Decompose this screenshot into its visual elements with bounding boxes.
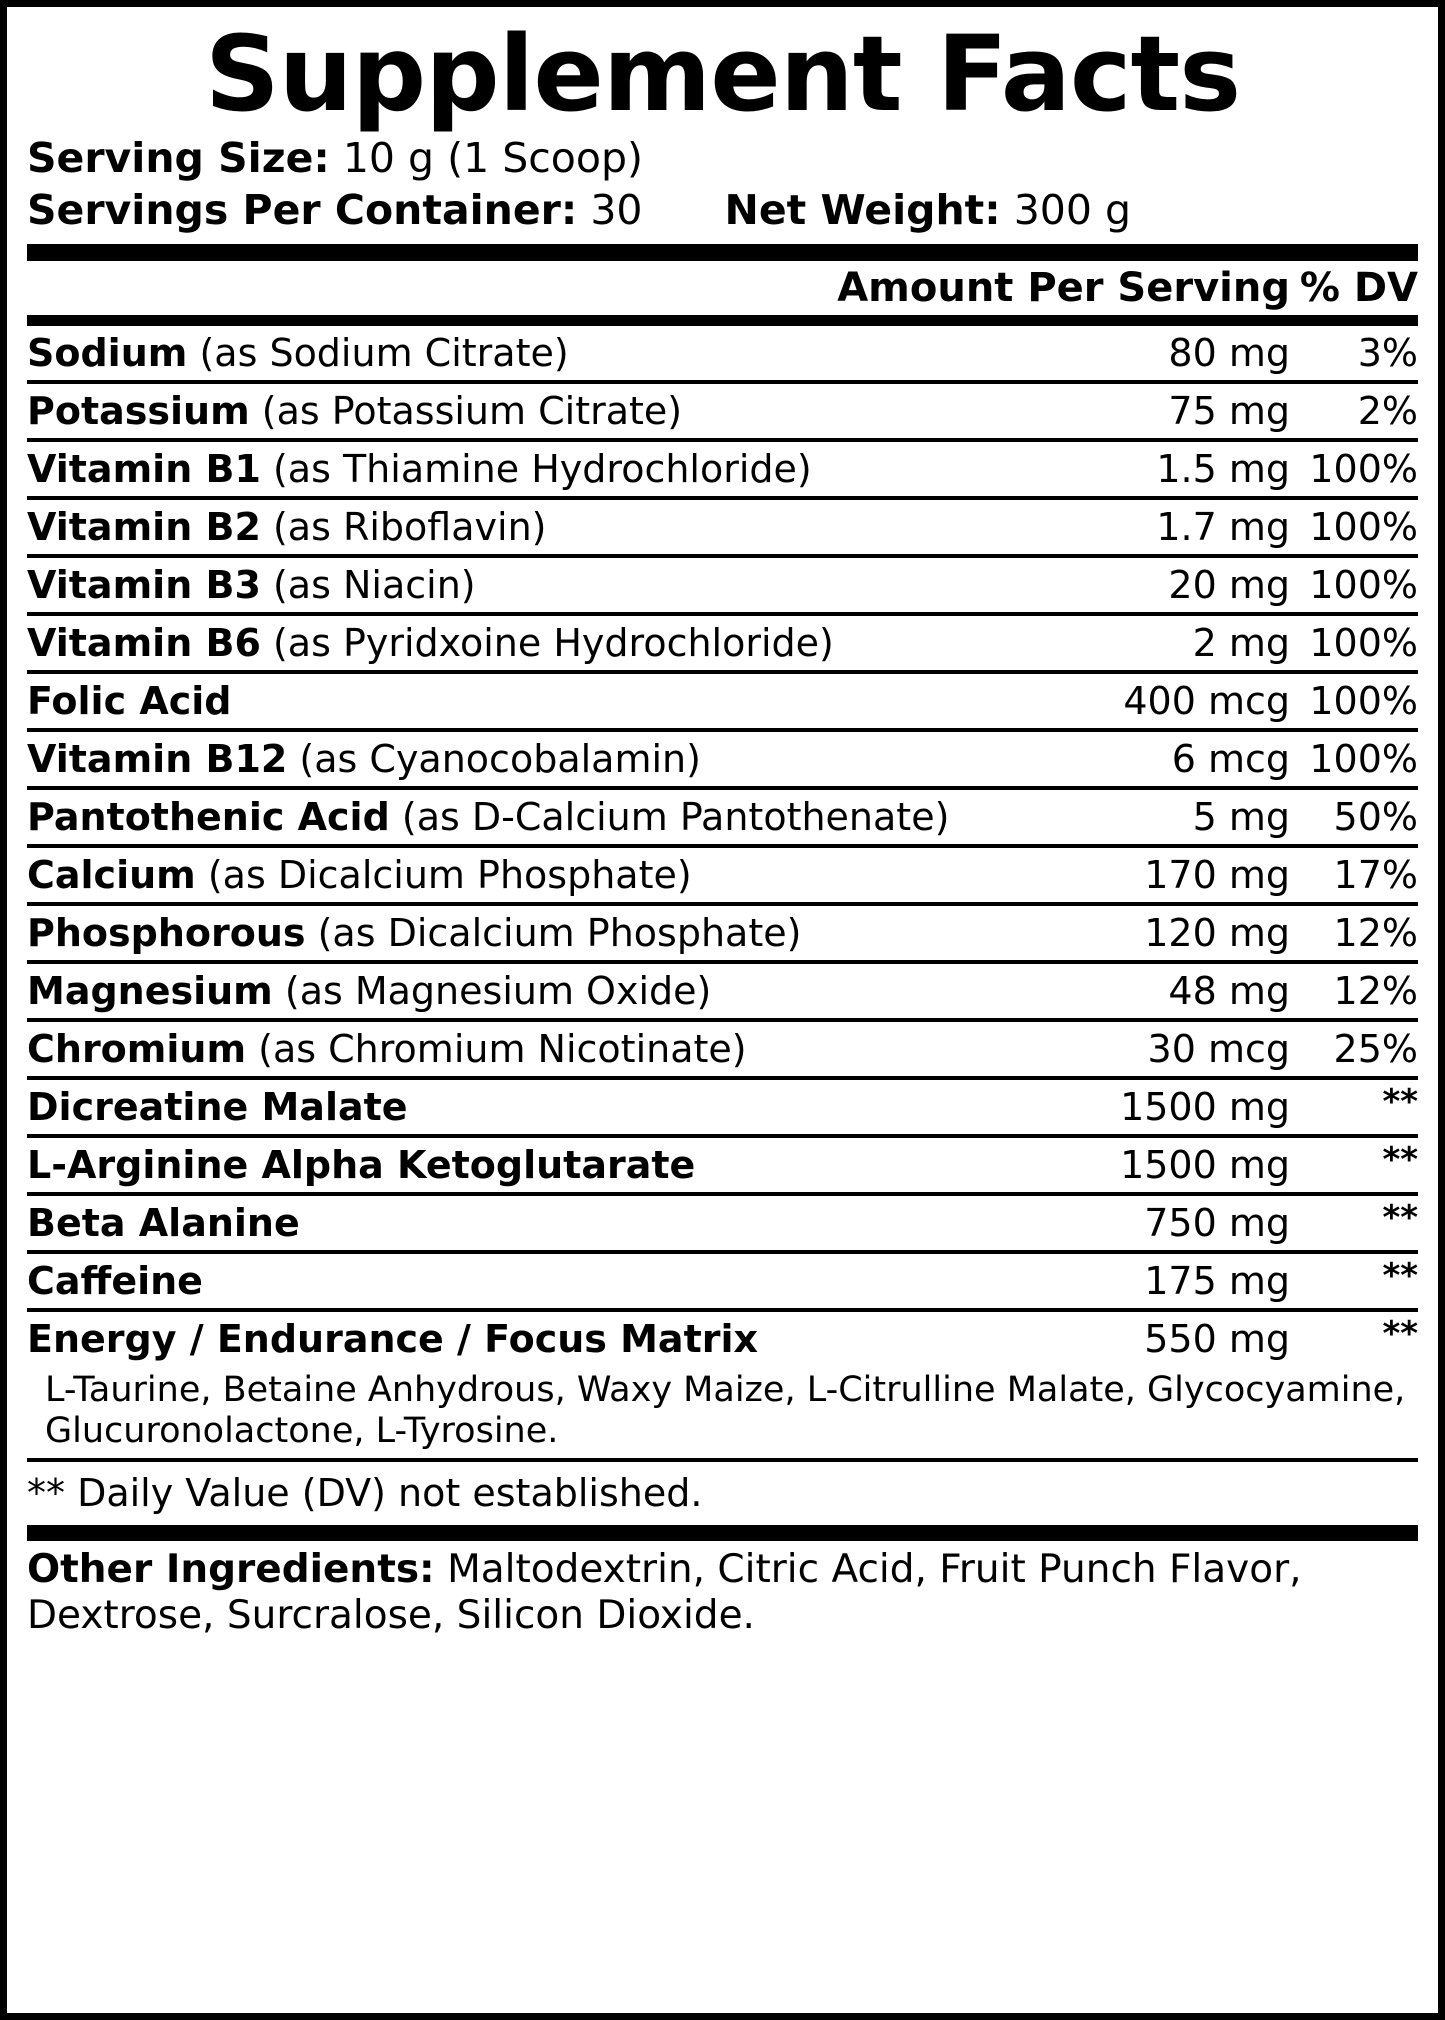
nutrient-dv: **: [1290, 1252, 1418, 1310]
table-row: [27, 498, 1418, 556]
nutrient-name: Folic Acid: [27, 672, 1075, 730]
table-row: [27, 1252, 1418, 1310]
matrix-name: Energy / Endurance / Focus Matrix: [27, 1317, 759, 1362]
table-row: [27, 788, 1418, 846]
amount-per-serving-header: Amount Per Serving: [837, 265, 1290, 312]
nutrient-name: Vitamin B6 (as Pyridxoine Hydrochloride): [27, 614, 1075, 672]
table-row: [27, 1020, 1418, 1078]
table-row: [27, 904, 1418, 962]
nutrient-amount: 1500 mg: [1075, 1136, 1290, 1194]
other-ingredients: [27, 1547, 1418, 1639]
nutrient-dv: **: [1290, 1194, 1418, 1252]
nutrient-amount: 48 mg: [1075, 962, 1290, 1020]
nutrient-name: Dicreatine Malate: [27, 1078, 1075, 1136]
nutrient-name: Pantothenic Acid (as D-Calcium Pantothenate): [27, 788, 1075, 846]
nutrient-dv: 100%: [1290, 614, 1418, 672]
page-title: Supplement Facts: [204, 13, 1241, 135]
nutrient-dv: 100%: [1290, 498, 1418, 556]
nutrient-dv: 12%: [1290, 904, 1418, 962]
table-row: [27, 1194, 1418, 1252]
nutrient-dv: 100%: [1290, 556, 1418, 614]
nutrient-name: Phosphorous (as Dicalcium Phosphate): [27, 904, 1075, 962]
servings-per-container-label: Servings Per Container:: [27, 185, 578, 234]
divider-medium: [27, 315, 1418, 326]
nutrient-dv: **: [1290, 1136, 1418, 1194]
table-row: [27, 382, 1418, 440]
nutrient-dv: 2%: [1290, 382, 1418, 440]
serving-size-line: [27, 133, 1418, 185]
nutrient-name: Potassium (as Potassium Citrate): [27, 382, 1075, 440]
nutrient-name: Beta Alanine: [27, 1194, 1075, 1252]
nutrient-name: Calcium (as Dicalcium Phosphate): [27, 846, 1075, 904]
matrix-ingredients: L-Taurine, Betaine Anhydrous, Waxy Maize, L-Citrulline Malate, Glycocyamine, Glucuronolactone, L-Tyrosine.: [27, 1366, 1418, 1462]
matrix-amount: 550 mg: [1144, 1317, 1290, 1362]
serving-size-value: 10 g (1 Scoop): [342, 134, 643, 183]
nutrient-amount: 175 mg: [1075, 1252, 1290, 1310]
table-row: [27, 672, 1418, 730]
nutrient-name: Vitamin B3 (as Niacin): [27, 556, 1075, 614]
table-row: [27, 1136, 1418, 1194]
daily-value-note: ** Daily Value (DV) not established.: [27, 1471, 703, 1516]
nutrient-name: Vitamin B1 (as Thiamine Hydrochloride): [27, 440, 1075, 498]
nutrient-amount: 6 mcg: [1075, 730, 1290, 788]
nutrients-table: [27, 326, 1418, 1366]
table-row-matrix: [27, 1310, 1418, 1366]
nutrient-amount: 2 mg: [1075, 614, 1290, 672]
matrix-dv: **: [1382, 1314, 1418, 1355]
servings-per-container-line: [27, 185, 1418, 237]
divider-thick-bottom: [27, 1525, 1418, 1541]
nutrient-name: L-Arginine Alpha Ketoglutarate: [27, 1136, 1075, 1194]
nutrient-dv: 100%: [1290, 672, 1418, 730]
percent-dv-header: % DV: [1299, 265, 1418, 312]
nutrient-dv: 3%: [1290, 326, 1418, 382]
nutrient-dv: 50%: [1290, 788, 1418, 846]
nutrient-amount: 1.5 mg: [1075, 440, 1290, 498]
nutrient-name: Vitamin B12 (as Cyanocobalamin): [27, 730, 1075, 788]
nutrient-name: Chromium (as Chromium Nicotinate): [27, 1020, 1075, 1078]
nutrient-amount: 170 mg: [1075, 846, 1290, 904]
nutrient-amount: 75 mg: [1075, 382, 1290, 440]
nutrient-name: Sodium (as Sodium Citrate): [27, 326, 1075, 382]
table-row: [27, 326, 1418, 382]
nutrient-dv: 25%: [1290, 1020, 1418, 1078]
nutrient-amount: 1500 mg: [1075, 1078, 1290, 1136]
nutrient-amount: 1.7 mg: [1075, 498, 1290, 556]
nutrient-amount: 80 mg: [1075, 326, 1290, 382]
nutrient-name: Vitamin B2 (as Riboflavin): [27, 498, 1075, 556]
other-ingredients-label: Other Ingredients:: [27, 1547, 435, 1593]
nutrient-amount: 30 mcg: [1075, 1020, 1290, 1078]
table-row: [27, 1078, 1418, 1136]
nutrient-dv: 17%: [1290, 846, 1418, 904]
divider-thick-top: [27, 244, 1418, 261]
table-row: [27, 556, 1418, 614]
nutrient-dv: 100%: [1290, 730, 1418, 788]
column-headers: [27, 261, 1418, 315]
nutrient-dv: 100%: [1290, 440, 1418, 498]
table-row: [27, 614, 1418, 672]
table-row: [27, 730, 1418, 788]
nutrient-amount: 750 mg: [1075, 1194, 1290, 1252]
nutrient-name: Caffeine: [27, 1252, 1075, 1310]
nutrient-amount: 400 mcg: [1075, 672, 1290, 730]
nutrient-name: Magnesium (as Magnesium Oxide): [27, 962, 1075, 1020]
serving-size-label: Serving Size:: [27, 134, 330, 183]
nutrient-amount: 5 mg: [1075, 788, 1290, 846]
nutrient-dv: **: [1290, 1078, 1418, 1136]
servings-per-container-value: 30: [590, 185, 643, 234]
table-row: [27, 440, 1418, 498]
net-weight-value: 300 g: [1013, 185, 1132, 234]
table-row: [27, 962, 1418, 1020]
net-weight-label: Net Weight:: [724, 185, 1001, 234]
nutrient-amount: 120 mg: [1075, 904, 1290, 962]
nutrient-dv: 12%: [1290, 962, 1418, 1020]
other-ingredients-value: Maltodextrin, Citric Acid, Fruit Punch Flavor, Dextrose, Surcralose, Silicon Dioxide.: [27, 1547, 1302, 1639]
nutrient-amount: 20 mg: [1075, 556, 1290, 614]
table-row: [27, 846, 1418, 904]
